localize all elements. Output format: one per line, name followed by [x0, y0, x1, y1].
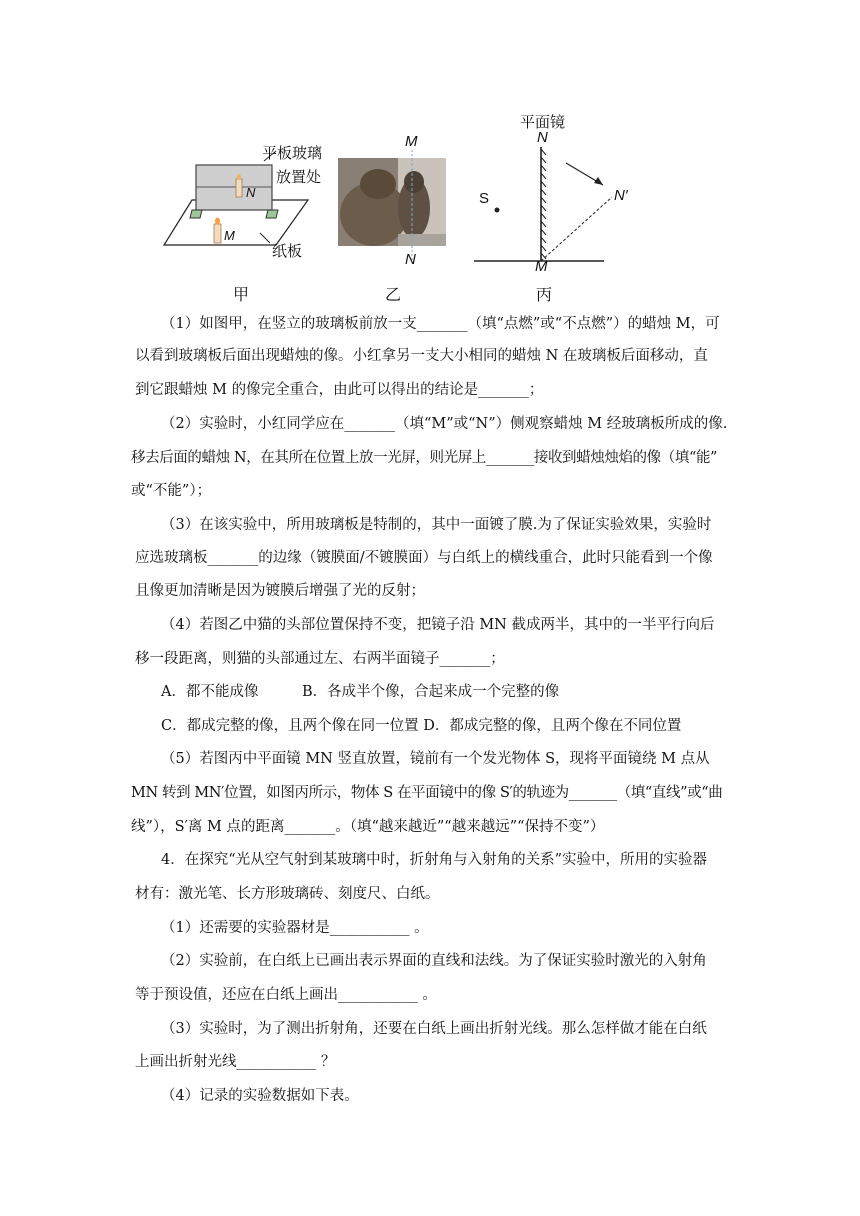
label-m-bing: M: [535, 258, 548, 275]
clamp-right-shape: [266, 210, 278, 218]
text-line-10: （4）若图乙中猫的头部位置保持不变，把镜子沿 MN 截成两半，其中的一半平行向后: [161, 617, 715, 633]
figure-yi-axis: [404, 150, 420, 260]
text-line-3: 到它跟蜡烛 M 的像完全重合，由此可以得出的结论是_______；: [135, 382, 544, 398]
label-m-jia: M: [224, 228, 235, 243]
caption-bing: 丙: [536, 285, 553, 304]
text-line-5: 移去后面的蜡烛 N，在其所在位置上放一光屏，则光屏上_______接收到蜡烛烛焰的像（填“能”: [131, 450, 718, 466]
text-line-14: （5）若图丙中平面镜 MN 竖直放置，镜前有一个发光物体 S，现将平面镜绕 M 点从: [161, 751, 710, 767]
candle-n-flame: [237, 174, 241, 180]
figure-bing: [470, 135, 620, 275]
question-4-sub-4: （4）记录的实验数据如下表。: [161, 1088, 359, 1104]
point-s: [495, 208, 500, 213]
question-4-sub-1: （1）还需要的实验器材是___________ 。: [161, 920, 429, 936]
text-line-7: （3）在该实验中，所用玻璃板是特制的，其中一面镀了膜.为了保证实验效果，实验时: [161, 517, 712, 533]
text-line-15: MN 转到 MN′位置，如图丙所示，物体 S 在平面镜中的像 S′的轨迹为_______（填“直线”或“曲: [131, 785, 723, 801]
text-line-11: 移一段距离，则猫的头部通过左、右两半面镜子_______；: [135, 651, 505, 667]
option-cd: C．都成完整的像，且两个像在同一位置 D．都成完整的像，且两个像在不同位置: [161, 718, 682, 734]
question-4-line-2: 材有：激光笔、长方形玻璃砖、刻度尺、白纸。: [135, 886, 440, 902]
candle-m-shape: [214, 224, 221, 243]
label-nprime-bing: N′: [614, 187, 628, 204]
option-ab: A．都不能成像 B．各成半个像，合起来成一个完整的像: [161, 684, 560, 700]
question-4-sub-2b: 等于预设值，还应在白纸上画出___________ 。: [135, 987, 437, 1003]
mirror-mn-prime: [541, 197, 612, 261]
figure-yi-photo: [338, 158, 446, 246]
question-4-sub-3b: 上画出折射光线___________ ？: [135, 1054, 336, 1070]
text-line-16: 线”），S′离 M 点的距离_______。（填“越来越近”“越来越远”“保持不变”）: [131, 819, 605, 835]
text-line-9: 且像更加清晰是因为镀膜后增强了光的反射；: [135, 583, 425, 599]
label-m-yi: M: [405, 133, 418, 150]
label-mirror: 平面镜: [520, 114, 566, 131]
text-line-8: 应选玻璃板_______的边缘（镀膜面/不镀膜面）与白纸上的横线重合，此时只能看到一个像: [135, 550, 713, 566]
label-n-bing: N: [537, 129, 548, 146]
label-n-jia: N: [246, 185, 256, 200]
label-s-bing: S: [479, 190, 490, 207]
candle-m-flame: [215, 218, 220, 225]
caption-jia: 甲: [233, 285, 250, 304]
clamp-left-shape: [190, 210, 202, 218]
caption-yi: 乙: [385, 285, 402, 304]
question-4-sub-2a: （2）实验前，在白纸上已画出表示界面的直线和法线。为了保证实验时激光的入射角: [161, 953, 707, 969]
text-line-1: （1）如图甲，在竖立的玻璃板前放一支_______（填“点燃”或“不点燃”）的蜡烛 M，可: [161, 316, 720, 332]
text-line-4: （2）实验时，小红同学应在_______（填“M”或“N”）侧观察蜡烛 M 经玻璃板所成的像.: [161, 416, 728, 432]
text-line-6: 或“不能”）；: [131, 483, 212, 499]
candle-n-shape: [236, 179, 242, 197]
question-4-line-1: 4．在探究“光从空气射到某玻璃中时，折射角与入射角的关系”实验中，所用的实验器: [161, 852, 708, 868]
question-4-sub-3a: （3）实验时，为了测出折射角，还要在白纸上画出折射光线。那么怎样做才能在白纸: [161, 1021, 707, 1037]
label-board: 纸板: [272, 243, 303, 260]
label-glass: 平板玻璃: [262, 145, 323, 162]
label-n-yi: N: [405, 251, 416, 268]
cat-head-shape: [360, 169, 396, 199]
label-place: 放置处: [276, 169, 322, 186]
text-line-2: 以看到玻璃板后面出现蜡烛的像。小红拿另一支大小相同的蜡烛 N 在玻璃板后面移动，直: [135, 348, 708, 364]
